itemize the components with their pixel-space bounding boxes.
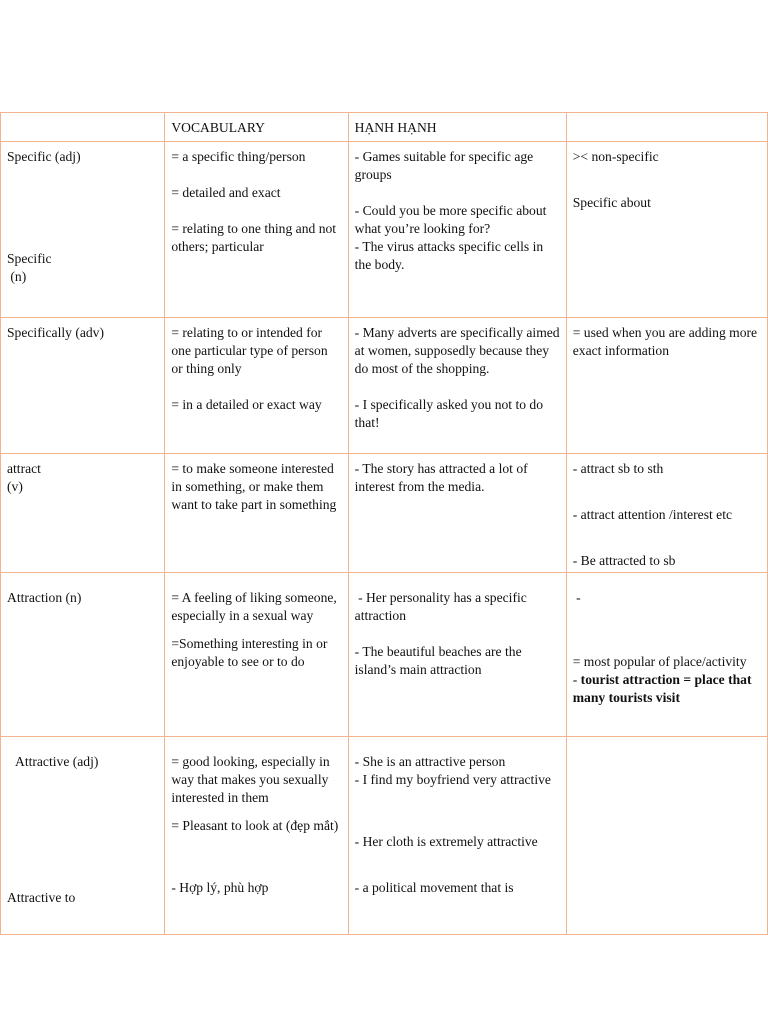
header-row — [1, 113, 768, 142]
note: - attract sb to sth — [572, 461, 664, 476]
example: - Her personality has a specific attraction — [354, 590, 531, 623]
header-word-cell — [1, 113, 165, 142]
definition: = detailed and exact — [171, 185, 281, 200]
header-vocabulary-cell — [165, 113, 348, 142]
note: - Be attracted to sb — [572, 553, 676, 568]
table-row — [1, 573, 768, 737]
note-emphasis: tourist attraction = place that many tourists visit — [572, 672, 755, 705]
definition: = in a detailed or exact way — [171, 397, 322, 412]
vocabulary-table — [0, 112, 768, 935]
definition-cell — [165, 454, 348, 573]
word: Specific (adj) — [7, 149, 81, 164]
definition-cell — [165, 142, 348, 318]
note — [573, 671, 761, 707]
table-row — [1, 737, 768, 935]
example-cell — [348, 737, 566, 935]
note: - — [572, 590, 581, 605]
notes-cell — [566, 142, 767, 318]
definition: = Pleasant to look at (đẹp mắt) — [171, 818, 339, 833]
header-vocabulary: VOCABULARY — [171, 120, 265, 135]
word-type: (n) — [7, 269, 27, 284]
note: >< non-specific — [572, 149, 659, 164]
word: attract — [7, 461, 41, 476]
example-cell — [348, 318, 566, 454]
word: Attractive (adj) — [15, 754, 99, 769]
example: - The virus attacks specific cells in the body. — [354, 239, 547, 272]
definition: = a specific thing/person — [171, 149, 306, 164]
definition-cell — [165, 573, 348, 737]
header-author-cell — [348, 113, 566, 142]
example: - Games suitable for specific age groups — [354, 149, 537, 182]
definition: = A feeling of liking someone, especially in a sexual way — [171, 590, 341, 623]
notes-cell — [566, 737, 767, 935]
note: = used when you are adding more exact information — [572, 325, 761, 358]
table-row — [1, 142, 768, 318]
word-cell — [1, 573, 165, 737]
word: Attractive to — [7, 890, 76, 905]
example: - a political movement that is — [354, 880, 514, 895]
definition: = to make someone interested in something, or make them want to take part in something — [171, 461, 338, 512]
note: = most popular of place/activity — [572, 654, 747, 669]
definition: = good looking, especially in way that makes you sexually interested in them — [171, 754, 334, 805]
definition: - Hợp lý, phù hợp — [171, 880, 269, 895]
word: Specifically (adv) — [7, 325, 105, 340]
word-type: (v) — [7, 479, 23, 494]
note: Specific about — [572, 195, 651, 210]
example-cell — [348, 454, 566, 573]
word: Specific — [7, 251, 52, 266]
example: - I find my boyfriend very attractive — [354, 772, 551, 787]
definition-cell — [165, 737, 348, 935]
table-row — [1, 454, 768, 573]
table-row — [1, 318, 768, 454]
example: - Many adverts are specifically aimed at women, supposedly because they do most of the shopping. — [354, 325, 564, 376]
definition: =Something interesting in or enjoyable to see or to do — [171, 636, 331, 669]
example: - The beautiful beaches are the island’s main attraction — [354, 644, 526, 677]
header-notes-cell — [566, 113, 767, 142]
example: - The story has attracted a lot of interest from the media. — [354, 461, 532, 494]
example: - Her cloth is extremely attractive — [354, 834, 538, 849]
definition: = relating to one thing and not others; particular — [171, 221, 340, 254]
definition-cell — [165, 318, 348, 454]
word-cell — [1, 142, 165, 318]
example-cell — [348, 142, 566, 318]
notes-cell — [566, 318, 767, 454]
word-cell — [1, 454, 165, 573]
note-prefix: - — [572, 672, 581, 687]
header-author: HẠNH HẠNH — [354, 120, 437, 135]
example: - She is an attractive person — [354, 754, 506, 769]
example: - I specifically asked you not to do that! — [354, 397, 547, 430]
note: - attract attention /interest etc — [572, 507, 733, 522]
definition: = relating to or intended for one particular type of person or thing only — [171, 325, 332, 376]
word-cell — [1, 737, 165, 935]
example: - Could you be more specific about what you’re looking for? — [354, 203, 550, 236]
word-cell — [1, 318, 165, 454]
word: Attraction (n) — [7, 590, 82, 605]
notes-cell — [566, 573, 767, 737]
notes-cell — [566, 454, 767, 573]
example-cell — [348, 573, 566, 737]
